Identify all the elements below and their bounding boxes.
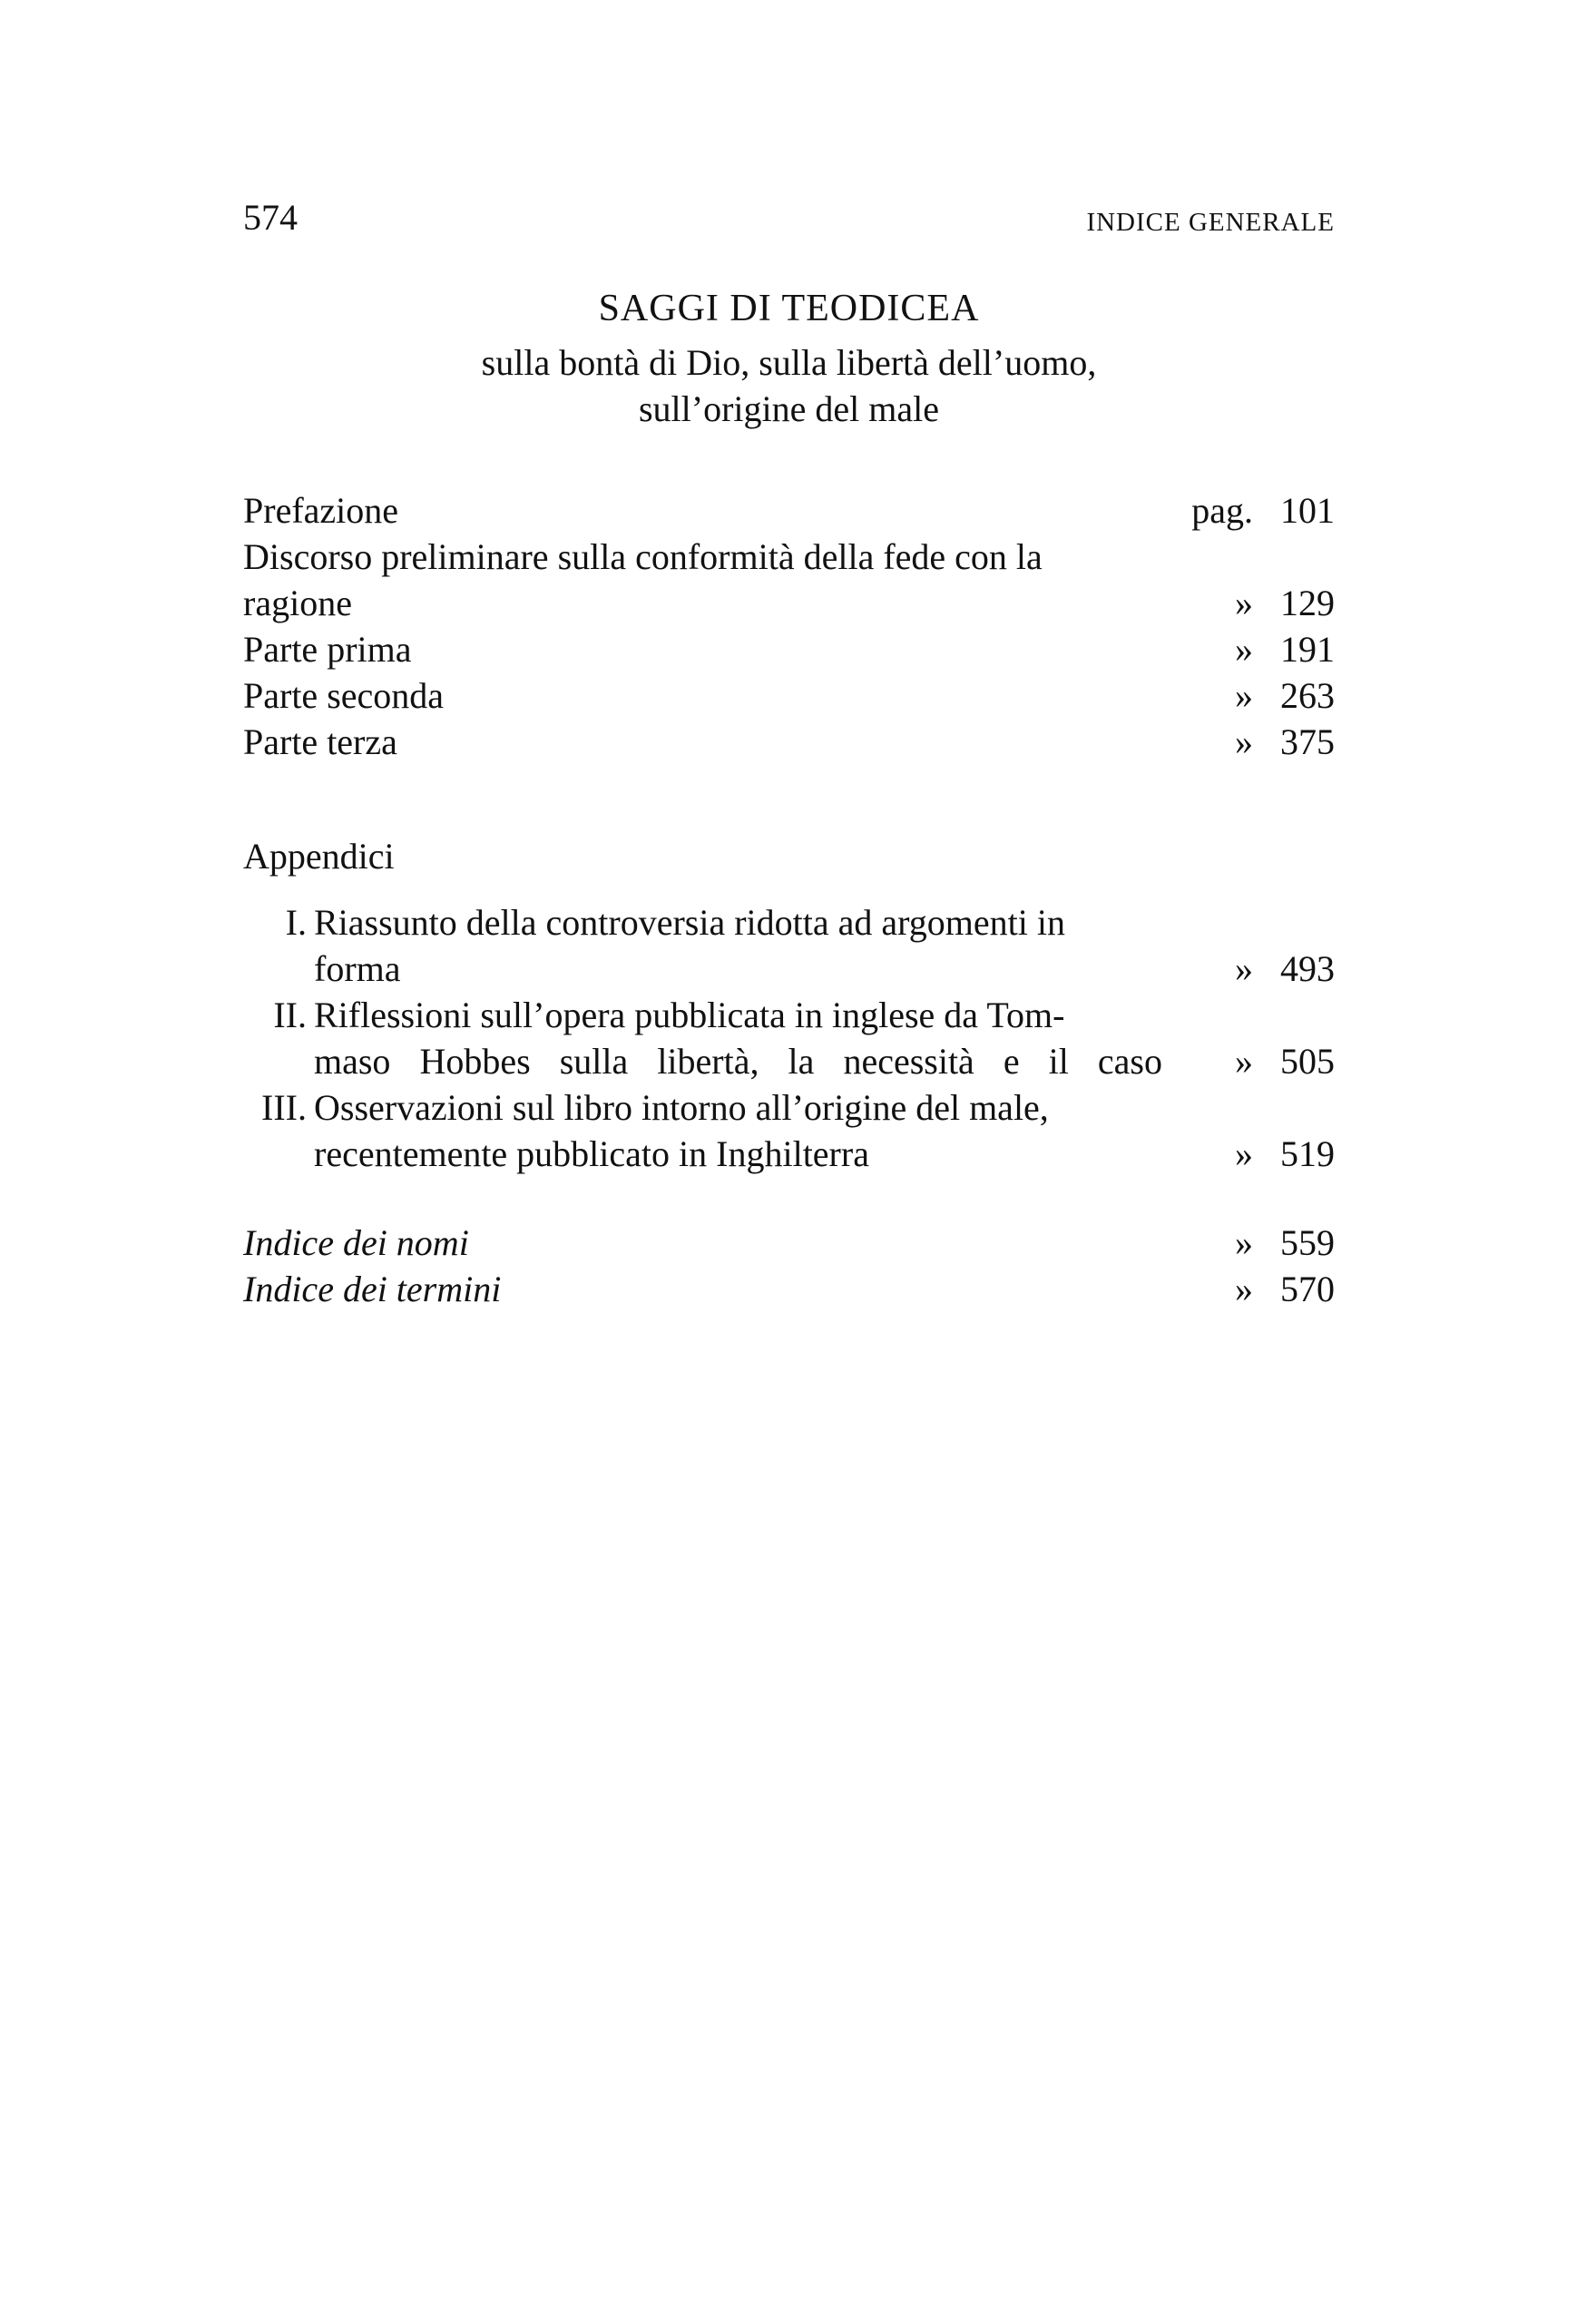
toc-entry-discorso-line-1 <box>243 534 1335 580</box>
toc-entry-label: Parte terza <box>243 721 397 762</box>
toc-entry-page: 129 <box>1280 583 1335 623</box>
toc-entry-page: 191 <box>1280 629 1335 670</box>
main-toc <box>243 487 1335 765</box>
page-header <box>243 191 1335 245</box>
subtitle-line: sulla bontà di Dio, sulla libertà dell’uomo, <box>481 342 1097 383</box>
toc-entry-marker: » <box>1235 629 1253 670</box>
toc-entry-parte-seconda <box>243 672 1335 719</box>
toc-entry-marker: » <box>1235 948 1253 989</box>
toc-entry-marker: » <box>1235 1041 1253 1082</box>
toc-entry-page: 263 <box>1280 675 1335 716</box>
toc-entry-page: 570 <box>1280 1269 1335 1309</box>
page-number: 574 <box>243 197 298 238</box>
toc-entry-label: Indice dei nomi <box>243 1222 469 1263</box>
toc-entry-label: Parte seconda <box>243 675 445 716</box>
toc-entry-marker: » <box>1235 1133 1253 1174</box>
appendix-numeral: I. <box>285 902 307 943</box>
appendici-heading: Appendici <box>243 836 395 877</box>
toc-entry-page: 375 <box>1280 721 1335 762</box>
toc-entry-marker: » <box>1235 721 1253 762</box>
subtitle-line: sull’origine del male <box>638 388 939 429</box>
toc-entry-marker: » <box>1235 583 1253 623</box>
toc-entry-parte-terza <box>243 719 1335 765</box>
work-subtitle <box>243 339 1335 432</box>
appendix-1-line-1 <box>243 899 1335 946</box>
toc-entry-label: Parte prima <box>243 629 412 670</box>
appendix-numeral: III. <box>261 1087 307 1128</box>
toc-entry-label: Discorso preliminare sulla conformità della fede con la <box>243 536 1043 577</box>
toc-entry-page: 519 <box>1280 1133 1335 1174</box>
work-title: SAGGI DI TEODICEA <box>598 288 980 329</box>
running-title: INDICE GENERALE <box>1086 208 1335 237</box>
toc-entry-marker: » <box>1235 675 1253 716</box>
toc-entry-page: 505 <box>1280 1041 1335 1082</box>
toc-entry-discorso-line-2 <box>243 580 1335 626</box>
toc-entry-label: ragione <box>243 583 352 623</box>
toc-entry-marker: » <box>1235 1222 1253 1263</box>
indices-list <box>243 1220 1335 1312</box>
appendix-label: forma <box>314 948 401 989</box>
appendix-3-line-2 <box>243 1131 1335 1177</box>
work-title-block <box>243 281 1335 432</box>
appendix-label: recentemente pubblicato in Inghilterra <box>314 1133 869 1174</box>
toc-entry-marker: » <box>1235 1269 1253 1309</box>
toc-entry-indice-nomi <box>243 1220 1335 1266</box>
toc-entry-label: Indice dei termini <box>243 1269 502 1309</box>
toc-entry-marker: pag. <box>1191 490 1253 531</box>
toc-entry-page: 559 <box>1280 1222 1335 1263</box>
appendix-2-line-2 <box>243 1038 1335 1084</box>
toc-entry-label: Prefazione <box>243 490 399 531</box>
appendix-label: Osservazioni sul libro intorno all’origine del male, <box>314 1087 1049 1128</box>
toc-entry-page: 101 <box>1280 490 1335 531</box>
toc-entry-prefazione <box>243 487 1335 534</box>
appendix-numeral: II. <box>273 995 307 1035</box>
appendix-2-line-1 <box>243 992 1335 1038</box>
appendix-label: maso Hobbes sulla libertà, la necessità e il caso <box>314 1041 1162 1082</box>
appendix-label: Riflessioni sull’opera pubblicata in inglese da Tom- <box>314 995 1065 1035</box>
appendix-1-line-2 <box>243 946 1335 992</box>
toc-entry-page: 493 <box>1280 948 1335 989</box>
toc-entry-indice-termini <box>243 1266 1335 1312</box>
appendici-list <box>243 899 1335 1177</box>
appendix-3-line-1 <box>243 1084 1335 1131</box>
toc-entry-parte-prima <box>243 626 1335 672</box>
appendix-label: Riassunto della controversia ridotta ad argomenti in <box>314 902 1065 943</box>
